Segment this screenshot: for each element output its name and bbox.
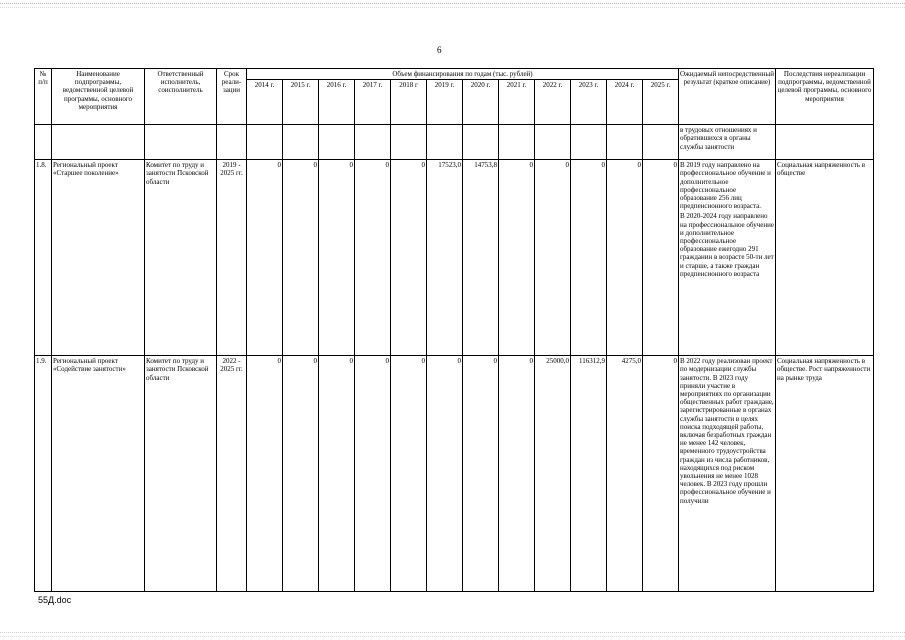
row-executor: Комитет по труду и занятости Псковской области: [145, 356, 217, 592]
value-cell: 0: [643, 356, 679, 592]
row-name: Региональный проект «Содействие занятости»: [52, 356, 145, 592]
result-paragraph: В 2020-2024 году направлено на профессиональное обучение и дополнительное профессиональное образование ежегодно 291 гражданин в возрасте 50-ти лет и старше, а также граждан предпенсионного возраста: [680, 212, 774, 278]
value-cell: 17523,0: [427, 160, 463, 356]
value-cell: 0: [499, 356, 535, 592]
value-cell: 0: [355, 160, 391, 356]
value-cell: 0: [607, 160, 643, 356]
year-header: 2018 г: [391, 80, 427, 125]
header-consequences: Последствия нереализации подпрограммы, ведомственной целевой программы, основного мероприятия: [776, 69, 874, 125]
page-number: 6: [437, 45, 442, 55]
value-cell: 0: [427, 356, 463, 592]
row-period: 2022 - 2025 гг.: [217, 356, 247, 592]
value-cell: 0: [535, 160, 571, 356]
year-header: 2016 г.: [319, 80, 355, 125]
value-cell: 116312,9: [571, 356, 607, 592]
year-header: 2021 г.: [499, 80, 535, 125]
year-header: 2023 г.: [571, 80, 607, 125]
header-executor: Ответственный исполнитель, соисполнитель: [145, 69, 217, 125]
value-cell: 0: [283, 356, 319, 592]
year-header: 2025 г.: [643, 80, 679, 125]
year-header: 2017 г.: [355, 80, 391, 125]
continuation-row: [35, 125, 874, 160]
row-name: Региональный проект «Старшее поколение»: [52, 160, 145, 356]
year-header: 2015 г.: [283, 80, 319, 125]
value-cell: 0: [283, 160, 319, 356]
value-cell: 0: [391, 160, 427, 356]
value-cell: 0: [355, 356, 391, 592]
year-header: 2022 г.: [535, 80, 571, 125]
year-header: 2020 г.: [463, 80, 499, 125]
value-cell: 0: [247, 160, 283, 356]
row-number: 1.8.: [35, 160, 52, 356]
continuation-result: в трудовых отношениях и обратившихся в органы службы занятости: [679, 125, 776, 160]
program-table: [34, 68, 874, 592]
result-paragraph: В 2019 году направлено на профессиональное обучение и дополнительное профессиональное образование 256 лиц предпенсионного возраста.: [680, 161, 771, 211]
result-paragraph: В 2022 году реализован проект по модернизации службы занятости. В 2023 году приняли участие в мероприятиях по организации общественных работ граждане, зарегистрированные в органах службы занятости в целях поиска подходящей работы, включая безработных граждан не менее 142 человек, временного трудоустройства граждан из числа работников, находящихся под риском увольнения не менее 1028 человек. В 2023 году прошли профессиональное обучение и получили: [680, 357, 774, 505]
value-cell: 0: [247, 356, 283, 592]
scan-bottom-edge: [0, 632, 905, 637]
scan-top-edge: [0, 3, 905, 8]
value-cell: 0: [643, 160, 679, 356]
row-consequences: Социальная напряженность в обществе: [776, 160, 874, 356]
header-row: [35, 69, 874, 80]
table-row: [35, 356, 874, 592]
value-cell: 4275,0: [607, 356, 643, 592]
year-header: 2024 г.: [607, 80, 643, 125]
row-result: [679, 160, 776, 356]
header-name: Наименование подпрограммы, ведомственной целевой программы, основного мероприятия: [52, 69, 145, 125]
value-cell: 25000,0: [535, 356, 571, 592]
header-result: Ожидаемый непосредственный результат (краткое описание): [679, 69, 776, 125]
value-cell: 14753,8: [463, 160, 499, 356]
header-no: № п/п: [35, 69, 52, 125]
row-executor: Комитет по труду и занятости Псковской области: [145, 160, 217, 356]
value-cell: 0: [571, 160, 607, 356]
value-cell: 0: [391, 356, 427, 592]
table-row: [35, 160, 874, 356]
value-cell: 0: [319, 356, 355, 592]
header-period: Срок реали- зации: [217, 69, 247, 125]
row-consequences: Социальная напряженность в обществе. Рост напряженности на рынке труда: [776, 356, 874, 592]
row-number: 1.9.: [35, 356, 52, 592]
year-header: 2014 г.: [247, 80, 283, 125]
value-cell: 0: [499, 160, 535, 356]
value-cell: 0: [463, 356, 499, 592]
footer-filename: 55Д.doc: [38, 595, 72, 605]
row-result: [679, 356, 776, 592]
year-header: 2019 г.: [427, 80, 463, 125]
row-period: 2019 - 2025 гг.: [217, 160, 247, 356]
header-financing: Объем финансирования по годам (тыс. рублей): [247, 69, 679, 80]
value-cell: 0: [319, 160, 355, 356]
